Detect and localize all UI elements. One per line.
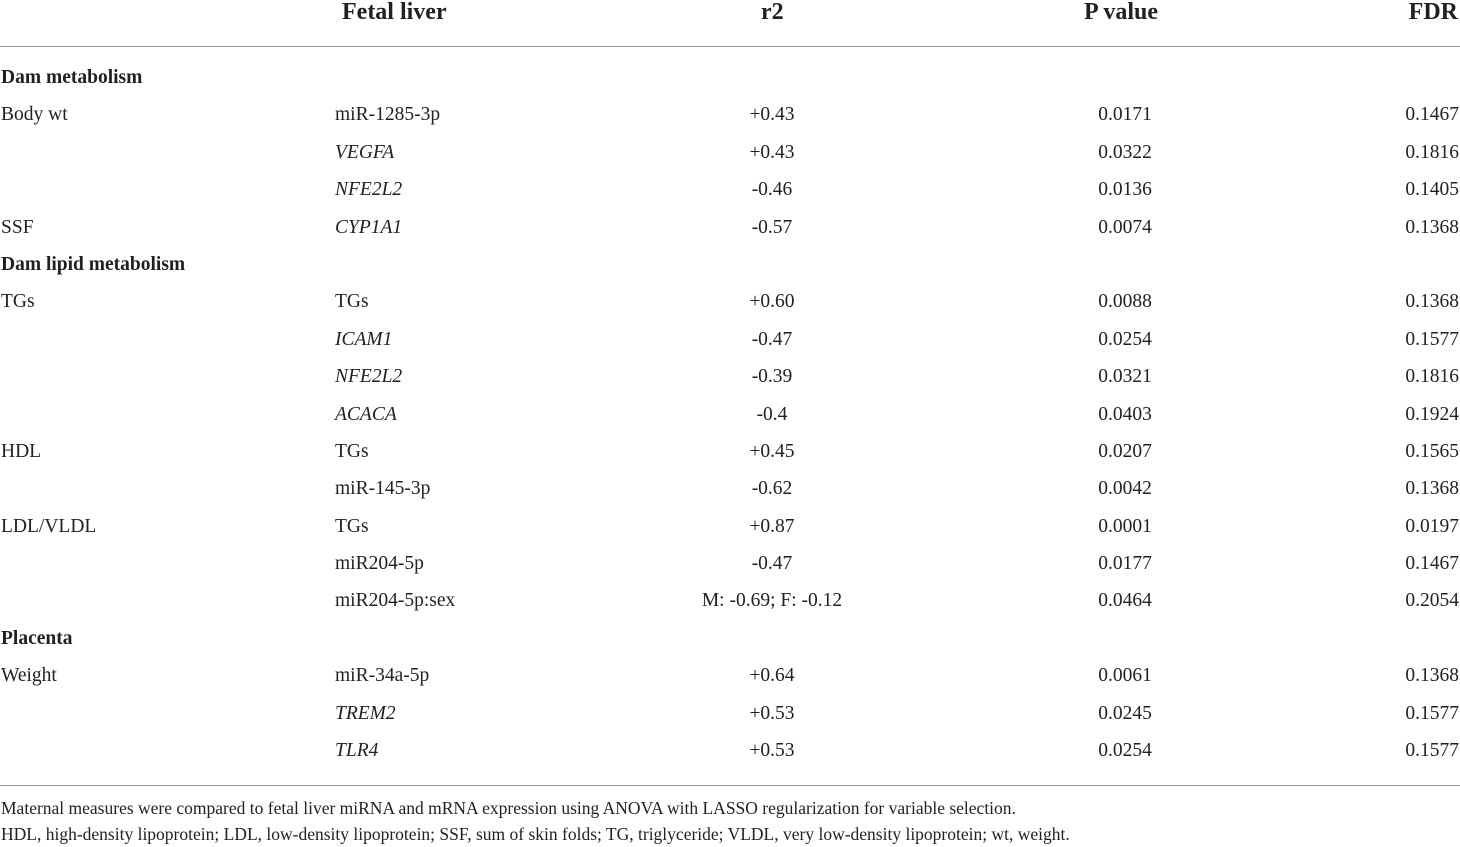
- fetal-liver-cell: TREM2: [335, 702, 396, 724]
- fdr-cell: 0.1577: [1405, 702, 1459, 724]
- maternal-measure-cell: LDL/VLDL: [1, 515, 97, 537]
- fdr-cell: 0.1565: [1405, 440, 1459, 462]
- fdr-cell: 0.1924: [1405, 403, 1459, 425]
- table-row: [0, 171, 1460, 208]
- fetal-liver-cell: ICAM1: [335, 328, 393, 350]
- section-label: Dam lipid metabolism: [1, 253, 186, 275]
- p-value-cell: 0.0464: [1098, 590, 1152, 612]
- table-row: [0, 358, 1460, 395]
- table-header: [0, 0, 1460, 47]
- p-value-cell: 0.0042: [1098, 478, 1152, 500]
- footnote-abbreviations: HDL, high-density lipoprotein; LDL, low-density lipoprotein; SSF, sum of skin folds; TG, triglyceride; VLDL, very low-density lipoprotein; wt, weight.: [1, 824, 1070, 844]
- fetal-liver-cell: VEGFA: [335, 141, 395, 163]
- fdr-cell: 0.2054: [1405, 590, 1459, 612]
- header-r2: r2: [761, 0, 784, 25]
- section-label: Dam metabolism: [1, 67, 143, 88]
- fdr-cell: 0.1577: [1405, 328, 1459, 350]
- p-value-cell: 0.0074: [1098, 216, 1152, 238]
- p-value-cell: 0.0171: [1098, 104, 1152, 126]
- section-label: Placenta: [1, 627, 73, 649]
- r2-cell: -0.47: [751, 553, 793, 575]
- footnote-methods: Maternal measures were compared to fetal liver miRNA and mRNA expression using ANOVA with LASSO regularization for variable selection.: [1, 798, 1016, 818]
- p-value-cell: 0.0177: [1098, 553, 1152, 575]
- section-header-row: [0, 59, 1460, 96]
- p-value-cell: 0.0321: [1098, 366, 1152, 388]
- r2-cell: M: -0.69; F: -0.12: [701, 590, 843, 612]
- r2-cell: +0.60: [749, 291, 795, 313]
- fetal-liver-cell: miR-1285-3p: [335, 104, 441, 126]
- table-row: [0, 695, 1460, 732]
- fetal-liver-cell: miR204-5p: [335, 553, 424, 575]
- section-header-row: [0, 620, 1460, 657]
- table-row: [0, 396, 1460, 433]
- fetal-liver-cell: TLR4: [335, 740, 379, 762]
- r2-cell: +0.64: [749, 665, 795, 687]
- fetal-liver-cell: CYP1A1: [335, 216, 403, 238]
- table-row: [0, 732, 1460, 769]
- fdr-cell: 0.1368: [1405, 216, 1459, 238]
- maternal-measure-cell: SSF: [1, 216, 34, 238]
- r2-cell: +0.43: [749, 104, 795, 126]
- table-row: [0, 209, 1460, 246]
- maternal-measure-cell: TGs: [1, 291, 35, 313]
- r2-cell: -0.57: [751, 216, 793, 238]
- fetal-liver-cell: TGs: [335, 515, 369, 537]
- fdr-cell: 0.0197: [1405, 515, 1459, 537]
- maternal-measure-cell: Body wt: [1, 104, 68, 126]
- r2-cell: +0.43: [749, 141, 795, 163]
- p-value-cell: 0.0001: [1098, 515, 1152, 537]
- p-value-cell: 0.0403: [1098, 403, 1152, 425]
- r2-cell: -0.39: [751, 366, 793, 388]
- table-row: [0, 508, 1460, 545]
- table-body: [0, 59, 1460, 769]
- table-row: [0, 321, 1460, 358]
- fdr-cell: 0.1467: [1405, 104, 1459, 126]
- p-value-cell: 0.0254: [1098, 740, 1152, 762]
- fdr-cell: 0.1577: [1405, 740, 1459, 762]
- r2-cell: +0.53: [749, 740, 795, 762]
- table-row: [0, 470, 1460, 507]
- fdr-cell: 0.1405: [1405, 179, 1459, 201]
- fetal-liver-cell: miR204-5p:sex: [335, 590, 456, 612]
- header-p-value: P value: [1084, 0, 1159, 25]
- maternal-measure-cell: HDL: [1, 440, 42, 462]
- fdr-cell: 0.1368: [1405, 291, 1459, 313]
- table-bottom-rule: [0, 785, 1460, 786]
- fdr-cell: 0.1816: [1405, 366, 1459, 388]
- table-row: [0, 96, 1460, 133]
- r2-cell: -0.4: [756, 403, 788, 425]
- p-value-cell: 0.0254: [1098, 328, 1152, 350]
- p-value-cell: 0.0322: [1098, 141, 1152, 163]
- header-fdr: FDR: [1408, 0, 1458, 25]
- table-row: [0, 134, 1460, 171]
- fetal-liver-cell: NFE2L2: [335, 179, 403, 201]
- fetal-liver-cell: NFE2L2: [335, 366, 403, 388]
- r2-cell: +0.87: [749, 515, 795, 537]
- section-header-row: [0, 246, 1460, 283]
- fetal-liver-cell: miR-145-3p: [335, 478, 431, 500]
- r2-cell: -0.46: [751, 179, 793, 201]
- p-value-cell: 0.0061: [1098, 665, 1152, 687]
- table-row: [0, 657, 1460, 694]
- fdr-cell: 0.1368: [1405, 478, 1459, 500]
- r2-cell: -0.62: [751, 478, 793, 500]
- fetal-liver-cell: TGs: [335, 291, 369, 313]
- r2-cell: -0.47: [751, 328, 793, 350]
- p-value-cell: 0.0136: [1098, 179, 1152, 201]
- maternal-measure-cell: Weight: [1, 665, 57, 687]
- fdr-cell: 0.1467: [1405, 553, 1459, 575]
- fetal-liver-cell: ACACA: [335, 403, 397, 425]
- table-row: [0, 433, 1460, 470]
- fetal-liver-cell: miR-34a-5p: [335, 665, 430, 687]
- table-footnotes: [1, 795, 1070, 847]
- p-value-cell: 0.0245: [1098, 702, 1152, 724]
- r2-cell: +0.53: [749, 702, 795, 724]
- p-value-cell: 0.0207: [1098, 440, 1152, 462]
- header-fetal-liver: Fetal liver: [342, 0, 447, 25]
- table-row: [0, 545, 1460, 582]
- table-row: [0, 283, 1460, 320]
- fdr-cell: 0.1816: [1405, 141, 1459, 163]
- r2-cell: +0.45: [749, 440, 795, 462]
- p-value-cell: 0.0088: [1098, 291, 1152, 313]
- table-row: [0, 582, 1460, 619]
- fdr-cell: 0.1368: [1405, 665, 1459, 687]
- fetal-liver-cell: TGs: [335, 440, 369, 462]
